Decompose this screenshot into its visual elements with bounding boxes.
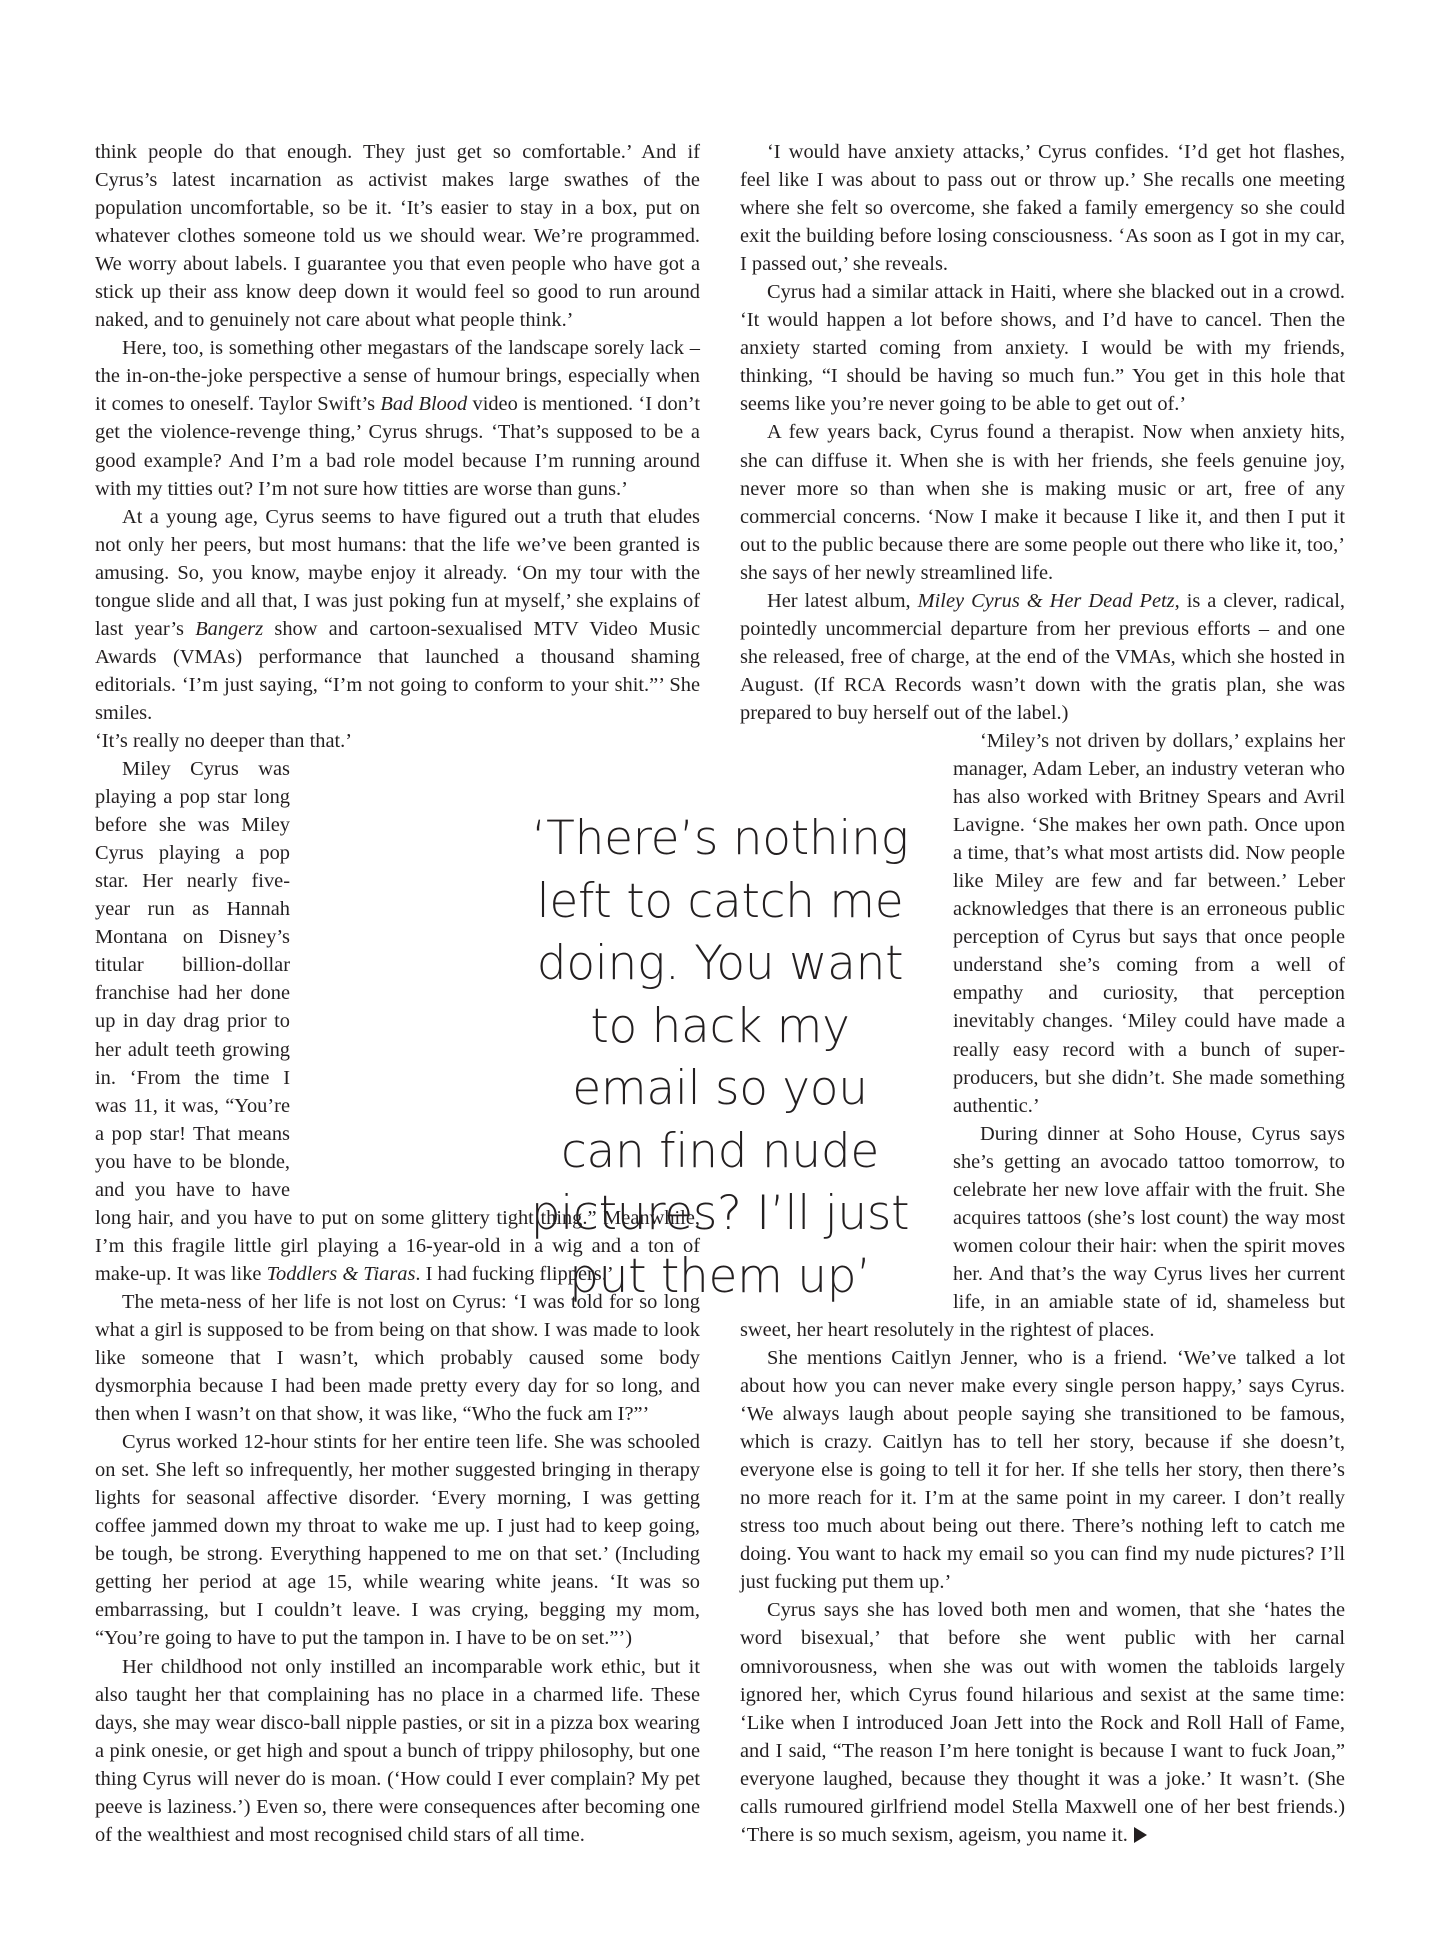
body-paragraph: During dinner at Soho House, Cyrus says she’s getting an avocado tattoo tomorrow, to celebrate her new love affair with the fruit. She acquires tattoos (she’s lost count) the way most women colour their hair: when the spirit moves her. And that’s the way Cyrus lives her current life, in an amiable state of id, shameless but sweet, her heart resolutely in the rightest of places. — [740, 1122, 1345, 1341]
text-run: , is a clever, radical, pointedly uncommercial departure from her previous efforts – and one she released, free of charge, at the end of the VMAs, which she hosted in August. (If RCA Records wasn’t down with the gratis plan, she was prepared to buy herself out of the label.) — [740, 589, 1345, 724]
body-paragraph: The meta-ness of her life is not lost on Cyrus: ‘I was told for so long what a girl is supposed to be from being on that show. I was made to look like someone that I wasn’t, which probably caused some body dysmorphia because I had been made pretty every day for so long, and then when I wasn’t on that show, it was like, “Who the fuck am I?”’ — [95, 1290, 700, 1426]
body-paragraph — [740, 587, 1345, 727]
text-run: Her latest album, — [767, 589, 918, 612]
body-paragraph: ‘Miley’s not driven by dollars,’ explains her manager, Adam Leber, an industry veteran who has also worked with Britney Spears and Avril Lavigne. ‘She makes her own path. Once upon a time, that’s what most artists did. Now people like Miley are few and far between.’ Leber acknowledges that there is an erroneous public perception of Cyrus but says that once people understand she’s coming from a well of empathy and curiosity, that perception inevitably changes. ‘Miley could have made a really easy record with a bunch of super-producers, but she didn’t. She made something authentic.’ — [953, 729, 1345, 1117]
text-run: show and cartoon-sexualised MTV Video Music Awards (VMAs) performance that launched a thousand shaming editorials. ‘I’m just saying, “I’m not going to conform to your shit.”’ She smiles. — [95, 617, 700, 724]
body-paragraph: ‘It’s really no deeper than that.’ — [95, 729, 353, 752]
play-arrow-icon — [1134, 1827, 1147, 1843]
pull-quote-wrap — [740, 727, 1345, 1344]
body-paragraph — [740, 1596, 1345, 1848]
right-column — [740, 138, 1345, 1849]
pull-quote: ‘There’s nothing left to catch me doing. You want to hack my email so you can find nude pictures? I’ll just put them up’ — [530, 811, 910, 1304]
italic-title: Bangerz — [195, 617, 264, 640]
text-run: . I had fucking flippers.’ — [415, 1262, 614, 1285]
body-paragraph: Cyrus worked 12-hour stints for her entire teen life. She was schooled on set. She left so infrequently, her mother suggested bringing in therapy lights for seasonal affective disorder. ‘Every morning, I was getting coffee jammed down my throat to wake me up. I just had to keep going, be tough, be strong. Everything happened to me on that set.’ (Including getting her period at age 15, while wearing white jeans. ‘It was so embarrassing, but I couldn’t leave. I was crying, begging my mom, “You’re going to have to put the tampon in. I have to be on set.”’) — [95, 1431, 700, 1650]
italic-title: Miley Cyrus & Her Dead Petz — [917, 589, 1175, 612]
text-run: Cyrus says she has loved both men and women, that she ‘hates the word bisexual,’ that before she went public with her carnal omnivorousness, when she was out with women the tabloids largely ignored her, which Cyrus found hilarious and sexist at the same time: ‘Like when I introduced Joan Jett into the Rock and Roll Hall of Fame, and I said, “The reason I’m here tonight is because I want to fuck Joan,” everyone laughed, because they thought it was a joke.’ It wasn’t. (She calls rumoured girlfriend model Stella Maxwell one of her best friends.) ‘There is so much sexism, ageism, you name it. — [740, 1599, 1345, 1846]
italic-title: Toddlers & Tiaras — [266, 1262, 416, 1285]
body-paragraph: She mentions Caitlyn Jenner, who is a friend. ‘We’ve talked a lot about how you can never make every single person happy,’ says Cyrus. ‘We always laugh about people saying she transitioned to be famous, which is crazy. Caitlyn has to tell her story, because if she doesn’t, everyone else is going to tell it for her. If she tells her story, then there’s no more reach for it. I’m at the same point in my career. I don’t really stress too much about being out there. There’s nothing left to catch me doing. You want to hack my email so you can find my nude pictures? I’ll just fucking put them up.’ — [740, 1347, 1345, 1594]
text-run: Here, too, is something other megastars of the landscape sorely lack – the in-on-the-joke perspective a sense of humour brings, especially when it comes to oneself. Taylor Swift’s — [95, 337, 700, 416]
text-run: At a young age, Cyrus seems to have figured out a truth that eludes not only her peers, but most humans: that the life we’ve been granted is amusing. So, you know, maybe enjoy it already. ‘On my tour with the tongue slide and all that, I was just poking fun at myself,’ she explains of last year’s — [95, 505, 700, 640]
body-paragraph — [95, 503, 700, 727]
body-paragraph: A few years back, Cyrus found a therapist. Now when anxiety hits, she can diffuse it. When she is with her friends, she feels genuine joy, never more so than when she is making music or art, free of any commercial concerns. ‘Now I make it because I like it, and then I put it out to the public because there are some people out there who like it, too,’ she says of her newly streamlined life. — [740, 421, 1345, 584]
text-run: Miley Cyrus was playing a pop star long before she was Miley Cyrus playing a pop star. Her nearly five-year run as Hannah Montana on Disney’s titular billion-dollar franchise had her done up in day drag prior to her adult teeth growing in. ‘From the time I was 11, it was, “You’re a pop star! That means you have to be blonde, and you have to have long hair, and you have to put on some glittery tight thing.” Meanwhile, I’m this fragile little girl playing a 16-year-old in a wig and a ton of make-up. It was like — [95, 758, 700, 1285]
body-paragraph: ‘I would have anxiety attacks,’ Cyrus confides. ‘I’d get hot flashes, feel like I was about to pass out or throw up.’ She recalls one meeting where she felt so overcome, she faked a family emergency so she could exit the building before losing consciousness. ‘As soon as I got in my car, I passed out,’ she reveals. — [740, 141, 1345, 276]
body-paragraph: Cyrus had a similar attack in Haiti, where she blacked out in a crowd. ‘It would happen a lot before shows, and I’d have to cancel. Then the anxiety started coming from anxiety. I would be with my friends, thinking, “I should be having so much fun.” You get in this hole that seems like you’re never going to be able to get out of.’ — [740, 281, 1345, 416]
body-paragraph — [95, 334, 700, 502]
body-paragraph: Her childhood not only instilled an incomparable work ethic, but it also taught her that complaining has no place in a charmed life. These days, she may wear disco-ball nipple pasties, or sit in a pizza box wearing a pink onesie, or get high and spout a bunch of trippy philosophy, but one thing Cyrus will never do is moan. (‘How could I ever complain? My pet peeve is laziness.’) Even so, there were consequences after becoming one of the wealthiest and most recognised child stars of all time. — [95, 1655, 700, 1846]
italic-title: Bad Blood — [380, 393, 468, 416]
text-run: video is mentioned. ‘I don’t get the violence-revenge thing,’ Cyrus shrugs. ‘That’s supposed to be a good example? And I’m a bad role model because I’m running around with my titties out? I’m not sure how titties are worse than guns.’ — [95, 393, 700, 500]
body-paragraph: think people do that enough. They just get so comfortable.’ And if Cyrus’s latest incarnation as activist makes large swathes of the population uncomfortable, so be it. ‘It’s easier to stay in a box, put on whatever clothes someone told us we should wear. We’re programmed. We worry about labels. I guarantee you that even people who have got a stick up their ass know deep down it would feel so good to run around naked, and to genuinely not care about what people think.’ — [95, 141, 700, 332]
